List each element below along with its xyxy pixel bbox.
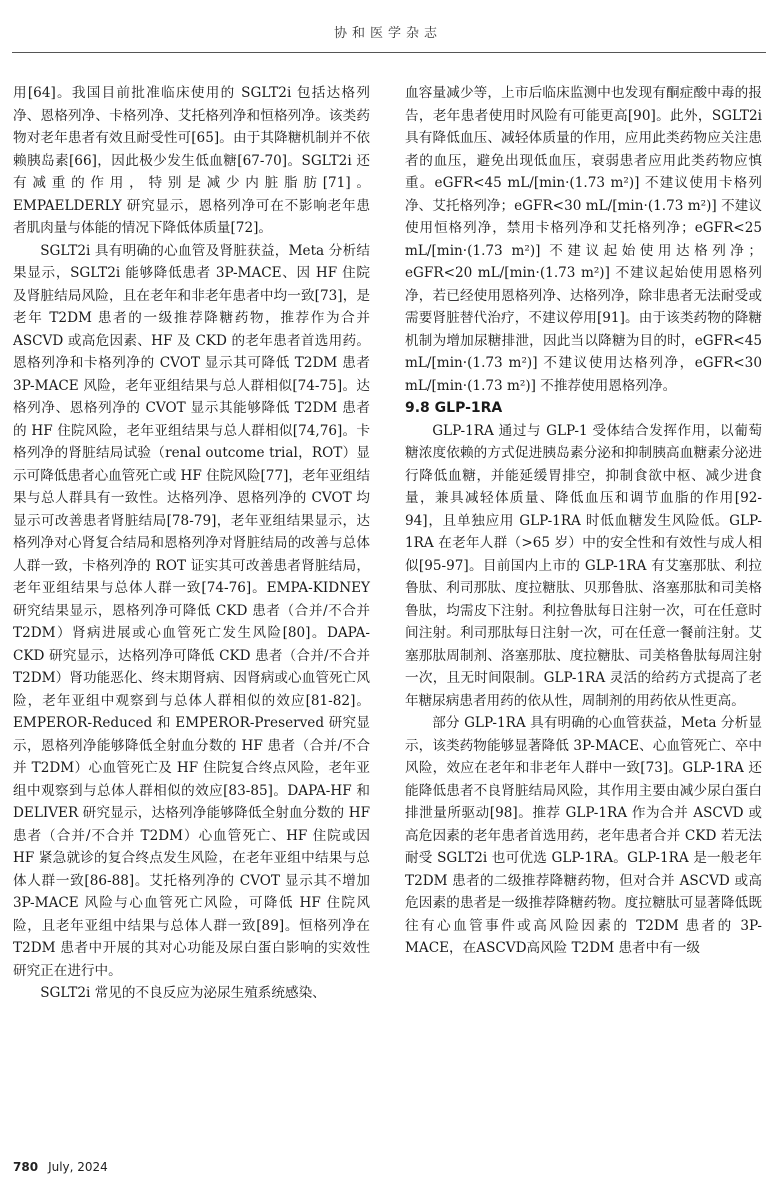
paragraph: 用[64]。我国目前批准临床使用的 SGLT2i 包括达格列净、恩格列净、卡格列净、艾托格列净和恒格列净。该类药物对老年患者有效且耐受性可[65]。由于其降糖机制并不依赖胰岛素[66]，因此极少发生低血糖[67-70]。SGLT2i 还有减重的作用，特别是减少内脏脂肪[71]。EMPAELDERLY 研究显示，恩格列净可在不影响老年患者肌肉量与体能的情况下降低体质量[72]。 [13,85,370,236]
left-column [13,82,370,1005]
issue-date: July, 2024 [48,1160,108,1174]
section-heading: 9.8 GLP-1RA [405,400,503,416]
page-number: 780 [13,1160,39,1174]
paragraph: SGLT2i 常见的不良反应为泌尿生殖系统感染、 [40,985,326,1001]
right-column [405,82,762,960]
paragraph: SGLT2i 具有明确的心血管及肾脏获益，Meta 分析结果显示，SGLT2i 能够降低患者 3P-MACE、因 HF 住院及肾脏结局风险，且在老年和非老年患者中均一致[73]，是老年 T2DM 患者的一级推荐降糖药物，推荐作为合并 ASCVD 或高危因素、HF 及 CKD 的老年患者首选用药。恩格列净和卡格列净的 CVOT 显示其可降低 T2DM 患者 3P-MACE 风险，老年亚组结果与总人群相似[74-75]。达格列净、恩格列净的 CVOT 显示其能够降低 T2DM 患者的 HF 住院风险，老年亚组结果与总人群相似[74,76]。卡格列净的肾脏结局试验（renal outcome trial，ROT）显示可降低患者心血管死亡或 HF 住院风险[77]，老年亚组结果与总人群具有一致性。达格列净、恩格列净的 CVOT 均显示可改善患者肾脏结局[78-79]，老年亚组结果显示，达格列净对心肾复合结局和恩格列净对肾脏结局的改善与总体人群一致，卡格列净的 ROT 证实其可改善患者肾脏结局，老年亚组结果与总体人群一致[74-76]。EMPA-KIDNEY 研究结果显示，恩格列净可降低 CKD 患者（合并/不合并 T2DM）肾病进展或心血管死亡发生风险[80]。DAPA-CKD 研究显示，达格列净可降低 CKD 患者（合并/不合并 T2DM）肾功能恶化、终末期肾病、因肾病或心血管死亡风险，老年亚组中观察到与总体人群相似的效应[81-82]。EMPEROR-Reduced 和 EMPEROR-Preserved 研究显示，恩格列净能够降低全射血分数的 HF 患者（合并/不合并 T2DM）心血管死亡及 HF 住院复合终点风险，老年亚组中观察到与总体人群相似的效应[83-85]。DAPA-HF 和 DELIVER 研究显示，达格列净能够降低全射血分数的 HF 患者（合并/不合并 T2DM）心血管死亡、HF 住院或因 HF 紧急就诊的复合终点发生风险，在老年亚组中结果与总体人群一致[86-88]。艾托格列净的 CVOT 显示其不增加 3P-MACE 风险与心血管死亡风险，可降低 HF 住院风险，且老年亚组中结果与总体人群一致[89]。恒格列净在 T2DM 患者中开展的其对心功能及尿白蛋白影响的实效性研究正在进行中。 [13,242,370,979]
paragraph: GLP-1RA 通过与 GLP-1 受体结合发挥作用，以葡萄糖浓度依赖的方式促进胰岛素分泌和抑制胰高血糖素分泌进行降低血糖，并能延缓胃排空，抑制食欲中枢、减少进食量，兼具减轻体质量、降低血压和调节血脂的作用[92-94]，且单独应用 GLP-1RA 时低血糖发生风险低。GLP-1RA 在老年人群（>65 岁）中的安全性和有效性与成人相似[95-97]。目前国内上市的 GLP-1RA 有艾塞那肽、利拉鲁肽、利司那肽、度拉糖肽、贝那鲁肽、洛塞那肽和司美格鲁肽，均需皮下注射。利拉鲁肽每日注射一次，可在任意时间注射。利司那肽每日注射一次，可在任意一餐前注射。艾塞那肽周制剂、洛塞那肽、度拉糖肽、司美格鲁肽每周注射一次，且无时间限制。GLP-1RA 灵活的给药方式提高了老年糖尿病患者用药的依从性，周制剂的用药依从性更高。 [405,422,762,709]
paragraph: 部分 GLP-1RA 具有明确的心血管获益，Meta 分析显示，该类药物能够显著降低 3P-MACE、心血管死亡、卒中风险，效应在老年和非老年人群中一致[73]。GLP-1RA 还能降低患者不良肾脏结局风险，其作用主要由减少尿白蛋白排泄量所驱动[98]。推荐 GLP-1RA 作为合并 ASCVD 或高危因素的老年患者首选用药，老年患者合并 CKD 若无法耐受 SGLT2i 也可优选 GLP-1RA。GLP-1RA 是一般老年 T2DM 患者的二级推荐降糖药物，但对合并 ASCVD 或高危因素的患者是一级推荐降糖药物。度拉糖肽可显著降低既往有心血管事件或高风险因素的 T2DM 患者的 3P-MACE，在ASCVD高风险 T2DM 患者中有一级 [405,715,762,956]
journal-title: 协和医学杂志 [333,26,442,41]
page-footer [13,1160,108,1174]
header-rule [12,52,766,53]
paragraph: 血容量减少等，上市后临床监测中也发现有酮症酸中毒的报告，老年患者使用时风险有可能更高[90]。此外，SGLT2i 具有降低血压、减轻体质量的作用，应用此类药物应关注患者的血压，避免出现低血压，衰弱患者应用此类药物应慎重。eGFR<45 mL/[min·(1.73 m²)] 不建议使用卡格列净、艾托格列净；eGFR<30 mL/[min·(1.73 m²)] 不建议使用恒格列净，禁用卡格列净和艾托格列净；eGFR<25 mL/[min·(1.73 m²)] 不建议起始使用达格列净；eGFR<20 mL/[min·(1.73 m²)] 不建议起始使用恩格列净，若已经使用恩格列净、达格列净，除非患者无法耐受或需要肾脏替代治疗，不建议停用[91]。由于该类药物的降糖机制为增加尿糖排泄，因此当以降糖为目的时，eGFR<45 mL/[min·(1.73 m²)] 不建议使用达格列净，eGFR<30 mL/[min·(1.73 m²)] 不推荐使用恩格列净。 [405,85,762,394]
